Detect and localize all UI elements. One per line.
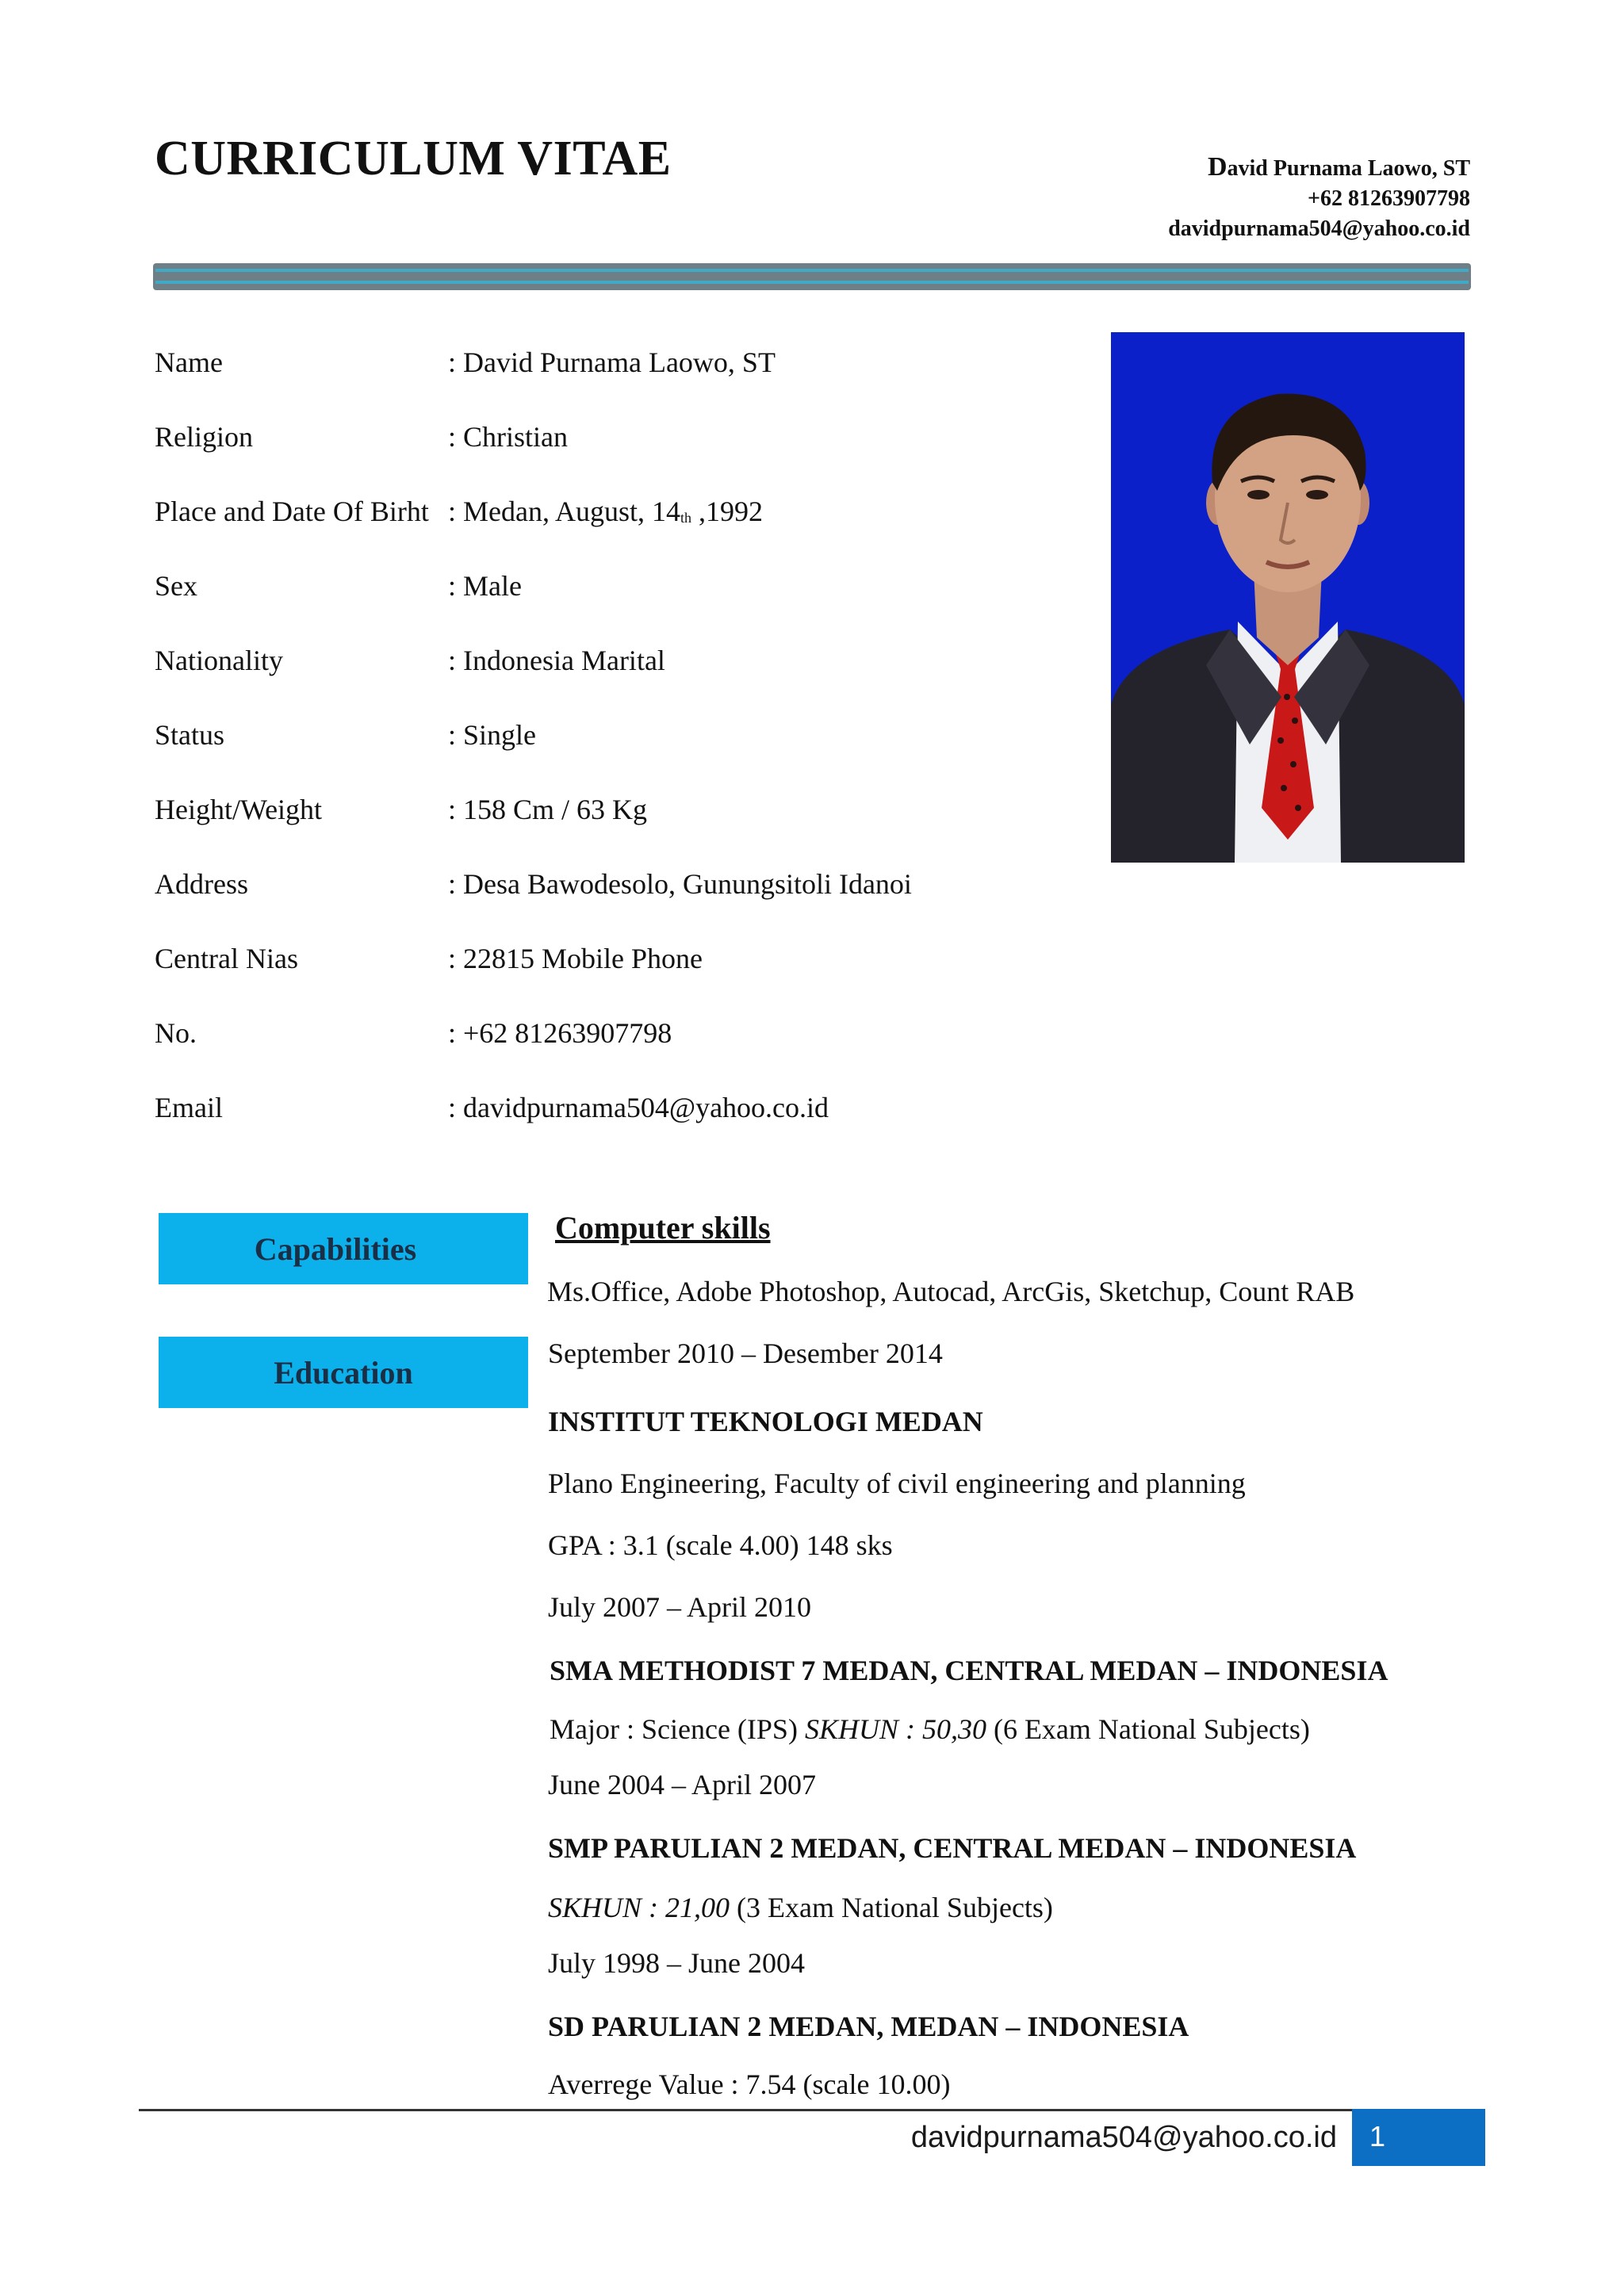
info-value-phone: : +62 81263907798 xyxy=(448,1017,672,1049)
info-value-sex: : Male xyxy=(448,570,522,602)
section-tab-education: Education xyxy=(159,1337,528,1408)
info-value-address: : Desa Bawodesolo, Gunungsitoli Idanoi xyxy=(448,868,912,900)
edu-note-highschool: (6 Exam National Subjects) xyxy=(986,1713,1310,1745)
info-value-religion: : Christian xyxy=(448,421,568,453)
info-value-region: : 22815 Mobile Phone xyxy=(448,943,703,974)
edu-period-university: September 2010 – Desember 2014 xyxy=(548,1337,943,1369)
edu-period-juniorhigh: June 2004 – April 2007 xyxy=(548,1769,816,1800)
edu-score-highschool xyxy=(550,1712,1310,1746)
edu-major-highschool: Major : Science (IPS) xyxy=(550,1713,805,1745)
info-label-phone: No. xyxy=(155,1017,197,1049)
info-value-email: : davidpurnama504@yahoo.co.id xyxy=(448,1092,829,1123)
info-value-name: : David Purnama Laowo, ST xyxy=(448,346,776,378)
divider-stripe xyxy=(155,281,1469,284)
edu-note-juniorhigh: (3 Exam National Subjects) xyxy=(730,1892,1053,1923)
edu-period-highschool: July 2007 – April 2010 xyxy=(548,1591,812,1623)
info-value-nationality: : Indonesia Marital xyxy=(448,645,665,676)
info-label-height-weight: Height/Weight xyxy=(155,794,323,825)
info-value-status: : Single xyxy=(448,719,537,751)
footer-divider xyxy=(139,2109,1352,2111)
page-title: CURRICULUM VITAE xyxy=(155,132,672,186)
edu-school-elementary: SD PARULIAN 2 MEDAN, MEDAN – INDONESIA xyxy=(548,2011,1189,2042)
info-label-region: Central Nias xyxy=(155,943,298,974)
edu-score-juniorhigh xyxy=(548,1891,1053,1924)
info-label-email: Email xyxy=(155,1092,223,1123)
info-label-name: Name xyxy=(155,346,223,378)
section-tab-capabilities: Capabilities xyxy=(159,1213,528,1284)
info-label-address: Address xyxy=(155,868,248,900)
edu-major-university: Plano Engineering, Faculty of civil engineering and planning xyxy=(548,1468,1246,1499)
edu-gpa-university: GPA : 3.1 (scale 4.00) 148 sks xyxy=(548,1529,893,1561)
birth-value-ordinal: th xyxy=(680,510,692,526)
header-divider xyxy=(153,263,1471,290)
edu-school-juniorhigh: SMP PARULIAN 2 MEDAN, CENTRAL MEDAN – INDONESIA xyxy=(548,1832,1357,1864)
computer-skills-list: Ms.Office, Adobe Photoshop, Autocad, ArcGis, Sketchup, Count RAB xyxy=(547,1276,1355,1307)
edu-score-elementary: Averrege Value : 7.54 (scale 10.00) xyxy=(548,2068,951,2100)
info-label-status: Status xyxy=(155,719,225,751)
info-value-birth xyxy=(448,495,763,528)
edu-period-elementary: July 1998 – June 2004 xyxy=(548,1947,805,1979)
info-label-sex: Sex xyxy=(155,570,197,602)
header-phone: +62 81263907798 xyxy=(1308,186,1470,211)
info-value-height-weight: : 158 Cm / 63 Kg xyxy=(448,794,648,825)
info-label-religion: Religion xyxy=(155,421,253,453)
header-name xyxy=(1168,152,1470,184)
birth-value-date: : Medan, August, 14 xyxy=(448,496,680,527)
divider-stripe xyxy=(155,269,1469,272)
computer-skills-heading: Computer skills xyxy=(555,1210,771,1246)
header-name-rest: avid Purnama Laowo, ST xyxy=(1227,156,1470,181)
profile-photo xyxy=(1111,332,1465,863)
edu-skhun-highschool: SKHUN : 50,30 xyxy=(804,1713,986,1745)
header-contact xyxy=(1168,152,1470,244)
birth-value-year: ,1992 xyxy=(691,496,764,527)
header-name-initial: D xyxy=(1207,152,1228,182)
info-label-nationality: Nationality xyxy=(155,645,283,676)
edu-skhun-juniorhigh: SKHUN : 21,00 xyxy=(548,1892,730,1923)
footer-email: davidpurnama504@yahoo.co.id xyxy=(910,2121,1337,2154)
edu-school-highschool: SMA METHODIST 7 MEDAN, CENTRAL MEDAN – INDONESIA xyxy=(550,1655,1388,1686)
page-number-badge: 1 xyxy=(1352,2109,1485,2166)
person-portrait-icon xyxy=(1111,332,1465,863)
header-email: davidpurnama504@yahoo.co.id xyxy=(1168,216,1470,241)
edu-school-university: INSTITUT TEKNOLOGI MEDAN xyxy=(548,1406,983,1437)
info-label-birth: Place and Date Of Birht xyxy=(155,496,429,527)
